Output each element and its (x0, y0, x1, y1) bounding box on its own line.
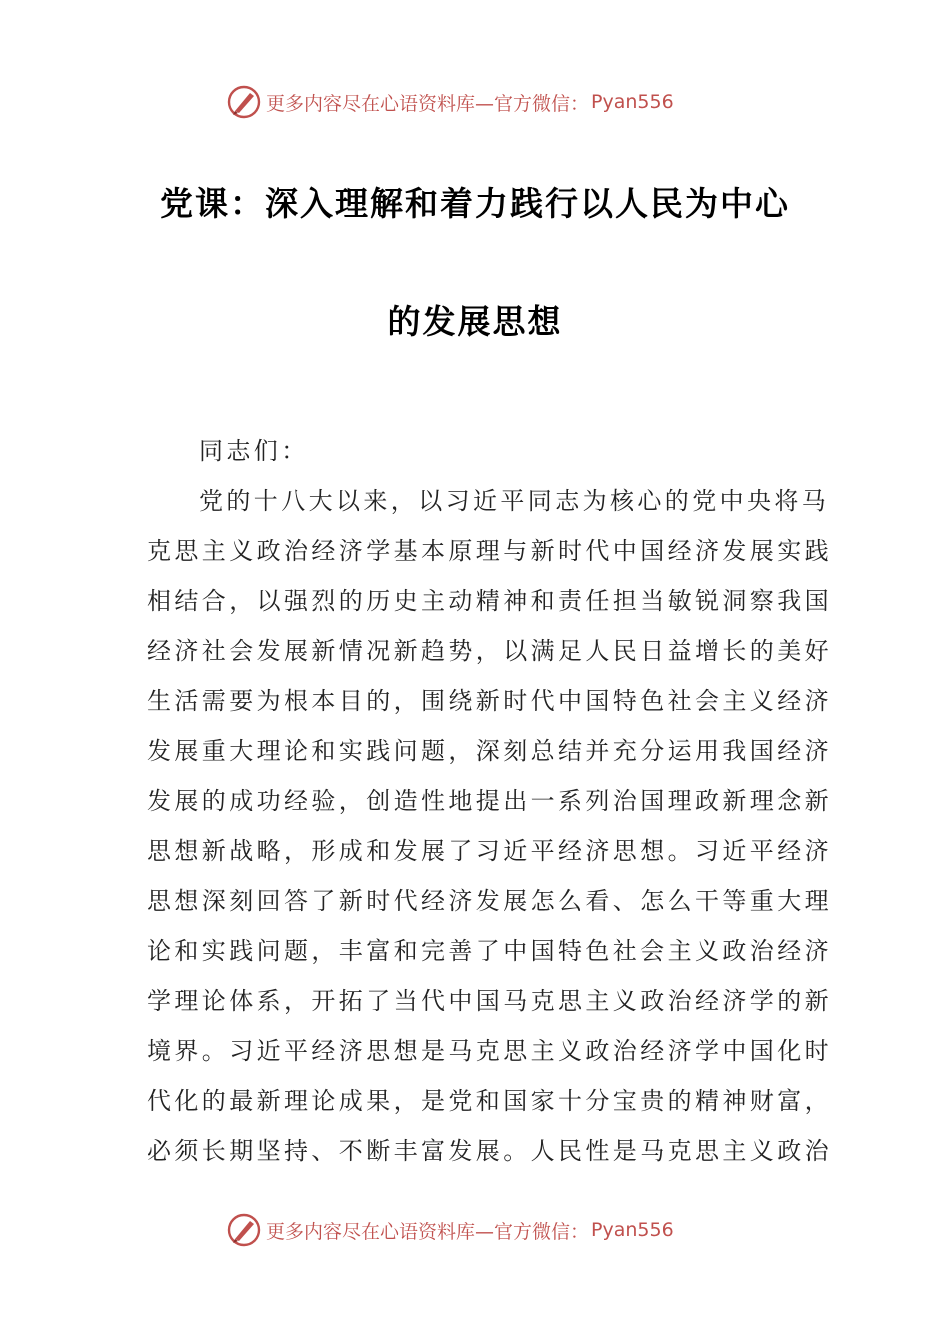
pen-logo-icon (226, 84, 262, 120)
watermark-header (226, 82, 746, 122)
salutation: 同志们： (199, 437, 309, 465)
paragraph-line: 发展重大理论和实践问题，深刻总结并充分运用我国经济 (147, 737, 832, 765)
paragraph-line: 克思主义政治经济学基本原理与新时代中国经济发展实践 (147, 537, 832, 565)
document-title-line-1: 党课：深入理解和着力践行以人民为中心 (160, 184, 790, 223)
document-body (147, 426, 832, 1176)
paragraph-line: 相结合，以强烈的历史主动精神和责任担当敏锐洞察我国 (147, 587, 832, 615)
paragraph-line: 经济社会发展新情况新趋势，以满足人民日益增长的美好 (147, 637, 832, 665)
document-title-line-2: 的发展思想 (387, 302, 563, 341)
paragraph-line: 党的十八大以来，以习近平同志为核心的党中央将马 (199, 487, 830, 515)
watermark-handle: Pyan556 (591, 1219, 674, 1241)
paragraph-line: 生活需要为根本目的，围绕新时代中国特色社会主义经济 (147, 687, 832, 715)
paragraph-line: 论和实践问题，丰富和完善了中国特色社会主义政治经济 (147, 937, 832, 965)
paragraph-line: 代化的最新理论成果，是党和国家十分宝贵的精神财富， (147, 1087, 832, 1115)
paragraph-line: 必须长期坚持、不断丰富发展。人民性是马克思主义政治 (147, 1137, 832, 1165)
paragraph-line: 思想深刻回答了新时代经济发展怎么看、怎么干等重大理 (147, 887, 832, 915)
watermark-footer (226, 1210, 746, 1250)
paragraph-line: 境界。习近平经济思想是马克思主义政治经济学中国化时 (147, 1037, 832, 1065)
watermark-text: 更多内容尽在心语资料库—官方微信： (266, 1220, 590, 1243)
watermark-text: 更多内容尽在心语资料库—官方微信： (266, 92, 590, 115)
paragraph-line: 学理论体系，开拓了当代中国马克思主义政治经济学的新 (147, 987, 832, 1015)
pen-logo-icon (226, 1212, 262, 1248)
paragraph-line: 发展的成功经验，创造性地提出一系列治国理政新理念新 (147, 787, 832, 815)
watermark-handle: Pyan556 (591, 91, 674, 113)
paragraph-line: 思想新战略，形成和发展了习近平经济思想。习近平经济 (147, 837, 832, 865)
